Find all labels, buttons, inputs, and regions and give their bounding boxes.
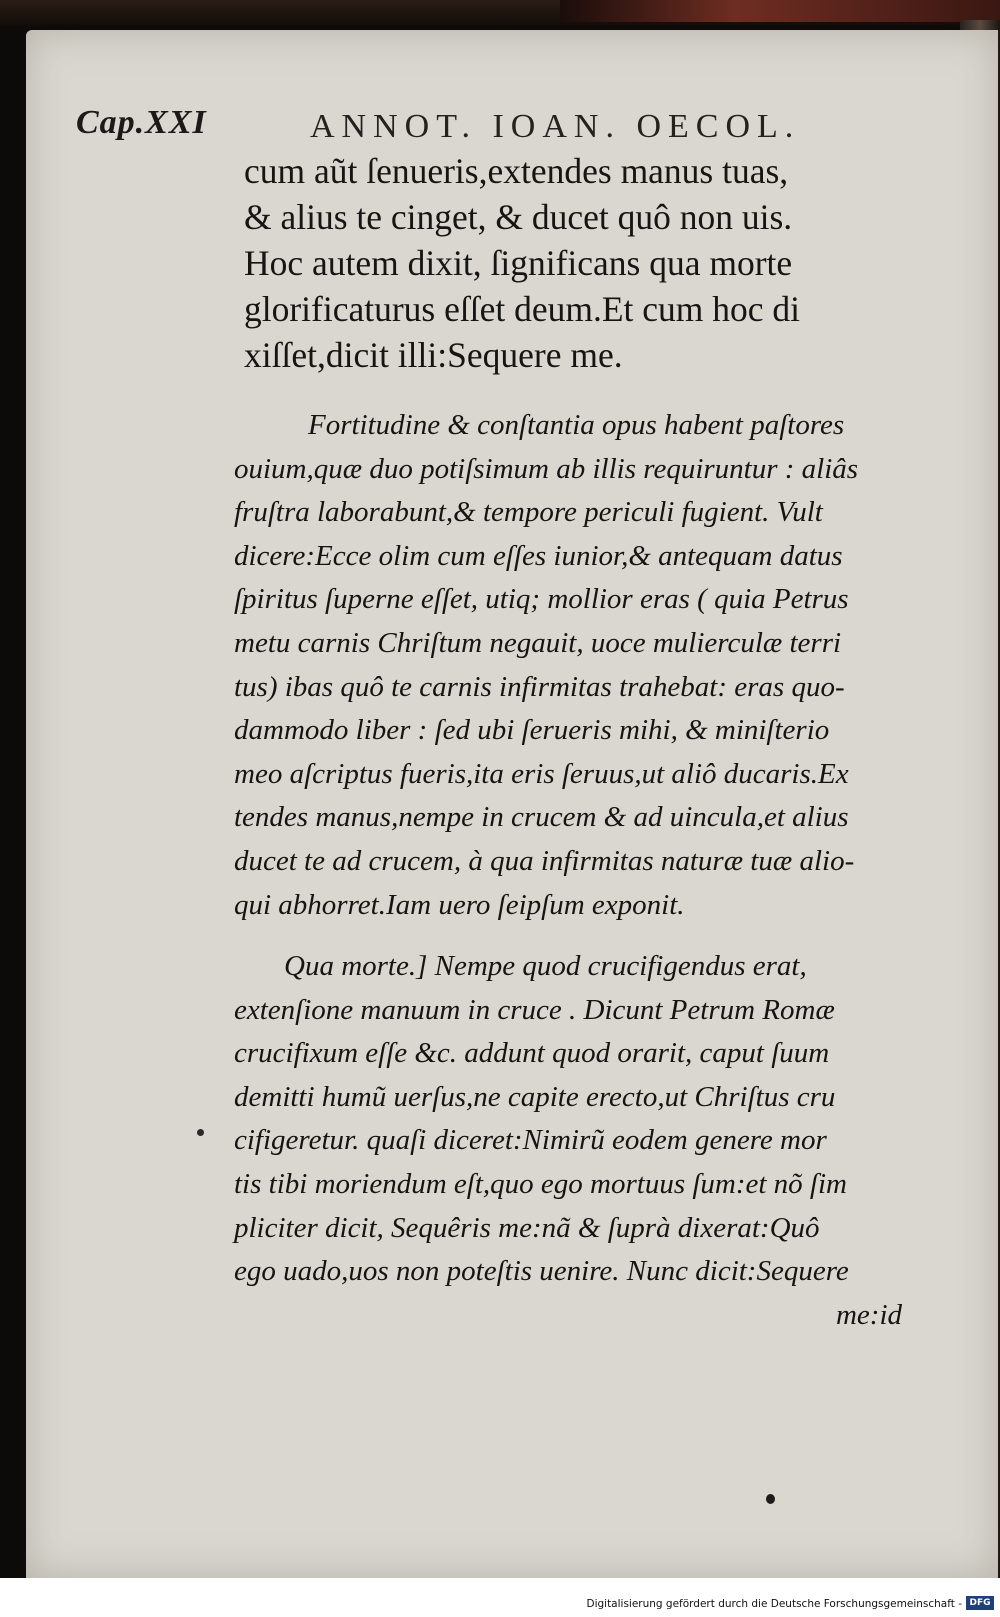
- margin-mark-icon: [197, 1129, 204, 1136]
- commentary-line: dicere:Ecce olim cum eſſes iunior,& antequam datus: [234, 539, 843, 572]
- digitization-footer: [0, 1578, 1000, 1617]
- scripture-line: cum aũt ſenueris,extendes manus tuas,: [244, 151, 789, 191]
- commentary-line: fruſtra laborabunt,& tempore periculi fugient. Vult: [234, 496, 823, 529]
- commentary-line: crucifixum eſſe &c. addunt quod orarit, caput ſuum: [234, 1037, 830, 1070]
- catchword: me:id: [835, 1298, 902, 1331]
- scripture-line: xiſſet,dicit illi:Sequere me.: [244, 335, 623, 375]
- commentary-paragraph-1: [234, 404, 924, 927]
- commentary-line: Fortitudine & conſtantia opus habent paſtores: [308, 409, 845, 441]
- commentary-line: dammodo liber : ſed ubi ſerueris mihi, & miniſterio: [234, 714, 830, 747]
- commentary-line: ſpiritus ſuperne eſſet, utiq; mollior eras ( quia Petrus: [234, 583, 849, 616]
- scripture-line: & alius te cinget, & ducet quô non uis.: [244, 197, 793, 237]
- scripture-line: glorificaturus eſſet deum.Et cum hoc di: [244, 289, 801, 329]
- ink-spot: [766, 1494, 775, 1504]
- commentary-paragraph-2: [234, 945, 924, 1337]
- commentary-line: demitti humũ uerſus,ne capite erecto,ut Chriſtus cru: [234, 1080, 836, 1113]
- commentary-line: tis tibi moriendum eſt,quo ego mortuus ſum:et nõ ſim: [234, 1167, 847, 1200]
- chapter-number: Cap.XXI: [76, 104, 207, 141]
- commentary-line: tendes manus,nempe in crucem & ad uincula,et alius: [234, 801, 849, 834]
- funding-credit: Digitalisierung gefördert durch die Deutsche Forschungsgemeinschaft -: [586, 1598, 962, 1610]
- running-title: ANNOT. IOAN. OECOL.: [310, 108, 801, 145]
- commentary-line: tus) ibas quô te carnis infirmitas trahebat: eras quo-: [234, 670, 845, 703]
- commentary-line: extenſione manuum in cruce . Dicunt Petrum Romæ: [234, 993, 835, 1026]
- commentary-line: ego uado,uos non poteſtis uenire. Nunc dicit:Sequere: [234, 1255, 849, 1288]
- commentary-line: ducet te ad crucem, à qua infirmitas naturæ tuæ alio-: [234, 844, 855, 877]
- book-cover-edge: [560, 0, 1000, 22]
- commentary-line: metu carnis Chriſtum negauit, uoce mulierculæ terri: [234, 626, 842, 659]
- running-head: [76, 104, 936, 148]
- commentary-line: cifigeretur. quaſi diceret:Nimirũ eodem genere mor: [234, 1124, 827, 1157]
- commentary-line: ouium,quæ duo potiſsimum ab illis requiruntur : aliâs: [234, 452, 859, 485]
- dfg-logo-icon: DFG: [966, 1596, 994, 1610]
- scripture-line: Hoc autem dixit, ſignificans qua morte: [244, 243, 793, 283]
- scripture-text-block: [244, 148, 904, 378]
- commentary-line: qui abhorret.Iam uero ſeipſum exponit.: [234, 888, 685, 921]
- commentary-line: Qua morte.] Nempe quod crucifigendus erat,: [284, 950, 807, 982]
- commentary-line: pliciter dicit, Sequêris me:nã & ſuprà dixerat:Quô: [234, 1211, 820, 1244]
- commentary-line: meo aſcriptus fueris,ita eris ſeruus,ut aliô ducaris.Ex: [234, 757, 849, 790]
